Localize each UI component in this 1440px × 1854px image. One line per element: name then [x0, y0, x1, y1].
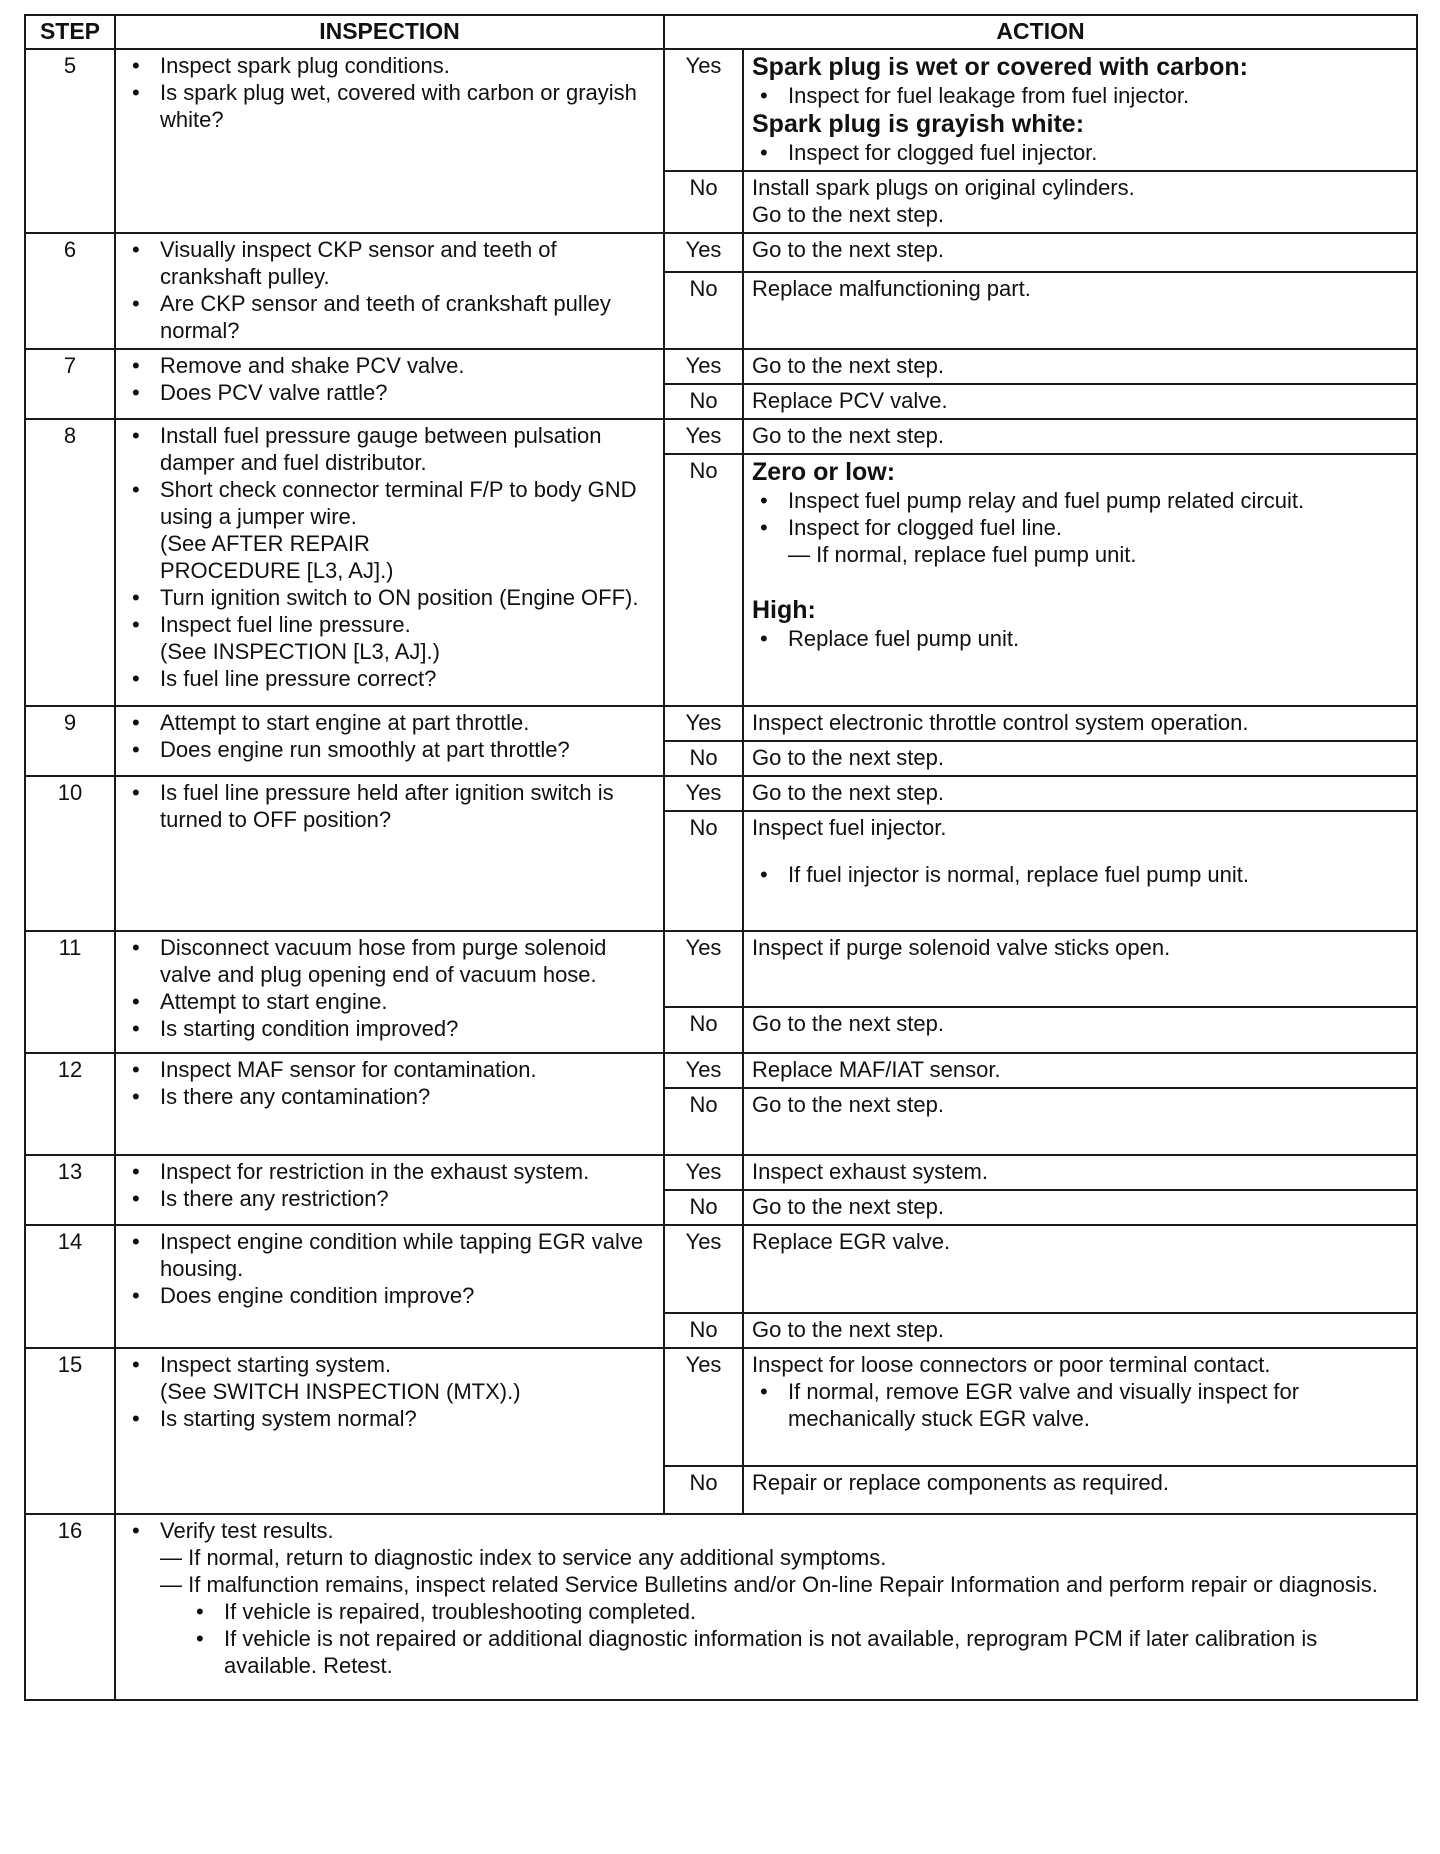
- inspection-item: • Is starting system normal?: [160, 1405, 655, 1432]
- reference-link: PROCEDURE [L3, AJ].): [160, 558, 394, 583]
- inspection-subitem: — If normal, return to diagnostic index to service any additional symptoms.: [160, 1545, 887, 1570]
- inspection-item: [160, 1351, 655, 1405]
- inspection-item: • Disconnect vacuum hose from purge solenoid valve and plug opening end of vacuum hose.: [160, 934, 655, 988]
- action-text: Go to the next step.: [743, 1313, 1417, 1348]
- action-cell: [743, 171, 1417, 233]
- header-row: [25, 15, 1417, 49]
- action-heading: Spark plug is grayish white:: [752, 110, 1085, 138]
- table-row: [25, 776, 1417, 811]
- diagnostic-table: [24, 14, 1418, 1701]
- action-text: Inspect for loose connectors or poor terminal contact.: [752, 1352, 1271, 1377]
- inspection-cell: [115, 1053, 664, 1155]
- yes-label: Yes: [664, 931, 743, 1007]
- inspection-item: • Remove and shake PCV valve.: [160, 352, 655, 379]
- yes-label: Yes: [664, 349, 743, 384]
- no-label: No: [664, 811, 743, 931]
- action-text: Inspect exhaust system.: [743, 1155, 1417, 1190]
- yes-label: Yes: [664, 233, 743, 272]
- step-number: 7: [25, 349, 115, 419]
- inspection-cell: [115, 1514, 1417, 1700]
- action-text: Inspect fuel injector.: [752, 815, 947, 840]
- table-row: [25, 931, 1417, 1007]
- inspection-subitem: • If vehicle is repaired, troubleshooting completed.: [224, 1598, 1408, 1625]
- action-text: Replace PCV valve.: [743, 384, 1417, 419]
- step-number: 13: [25, 1155, 115, 1225]
- inspection-item: • Inspect for restriction in the exhaust system.: [160, 1158, 655, 1185]
- inspection-item: • Is there any contamination?: [160, 1083, 655, 1110]
- action-text: Replace EGR valve.: [743, 1225, 1417, 1313]
- table-row: [25, 349, 1417, 384]
- inspection-item: • Inspect MAF sensor for contamination.: [160, 1056, 655, 1083]
- no-label: No: [664, 1313, 743, 1348]
- inspection-text: • Inspect fuel line pressure.: [160, 612, 411, 637]
- reference-link: (See AFTER REPAIR: [160, 531, 370, 556]
- inspection-text: • Verify test results.: [160, 1518, 334, 1543]
- action-cell: [743, 811, 1417, 931]
- inspection-item: • Is starting condition improved?: [160, 1015, 655, 1042]
- inspection-cell: [115, 1225, 664, 1348]
- inspection-cell: [115, 419, 664, 706]
- action-text: Go to the next step.: [743, 776, 1417, 811]
- inspection-subitem: — If malfunction remains, inspect related Service Bulletins and/or On-line Repair Information and perform repair or diagnosis.: [160, 1572, 1378, 1597]
- no-label: No: [664, 272, 743, 349]
- action-text: Go to the next step.: [752, 202, 945, 227]
- action-text: Repair or replace components as required.: [743, 1466, 1417, 1514]
- header-action: ACTION: [664, 15, 1417, 49]
- inspection-cell: [115, 776, 664, 931]
- no-label: No: [664, 1007, 743, 1053]
- no-label: No: [664, 454, 743, 706]
- step-number: 12: [25, 1053, 115, 1155]
- header-step: STEP: [25, 15, 115, 49]
- action-heading: High:: [752, 596, 816, 624]
- inspection-item: [160, 611, 655, 665]
- action-item: [788, 514, 1408, 568]
- yes-label: Yes: [664, 706, 743, 741]
- action-text: Go to the next step.: [743, 419, 1417, 454]
- no-label: No: [664, 1088, 743, 1155]
- table-row: [25, 419, 1417, 454]
- inspection-item: • Does engine run smoothly at part throttle?: [160, 736, 655, 763]
- table-row: [25, 706, 1417, 741]
- action-text: Go to the next step.: [743, 741, 1417, 776]
- no-label: No: [664, 1190, 743, 1225]
- inspection-item: • Is fuel line pressure held after ignition switch is turned to OFF position?: [160, 779, 655, 833]
- inspection-item: [160, 476, 655, 584]
- reference-link: (See SWITCH INSPECTION (MTX).): [160, 1379, 521, 1404]
- step-number: 14: [25, 1225, 115, 1348]
- action-text: Install spark plugs on original cylinders.: [752, 175, 1135, 200]
- inspection-text: • Inspect starting system.: [160, 1352, 392, 1377]
- inspection-item: • Visually inspect CKP sensor and teeth of crankshaft pulley.: [160, 236, 655, 290]
- yes-label: Yes: [664, 49, 743, 171]
- inspection-item: • Is spark plug wet, covered with carbon or grayish white?: [160, 79, 655, 133]
- table-row: [25, 1225, 1417, 1313]
- action-heading: Spark plug is wet or covered with carbon:: [752, 53, 1248, 81]
- action-text: Replace malfunctioning part.: [743, 272, 1417, 349]
- inspection-cell: [115, 1348, 664, 1514]
- step-number: 10: [25, 776, 115, 931]
- action-text: • Inspect for clogged fuel line.: [788, 515, 1062, 540]
- no-label: No: [664, 171, 743, 233]
- action-heading: Zero or low:: [752, 458, 896, 486]
- inspection-item: • Attempt to start engine at part throttle.: [160, 709, 655, 736]
- no-label: No: [664, 384, 743, 419]
- action-item: • Replace fuel pump unit.: [788, 625, 1408, 652]
- action-item: • If fuel injector is normal, replace fuel pump unit.: [788, 861, 1408, 888]
- inspection-item: • Is fuel line pressure correct?: [160, 665, 655, 692]
- step-number: 11: [25, 931, 115, 1053]
- table-row: [25, 49, 1417, 171]
- reference-link: (See INSPECTION [L3, AJ].): [160, 639, 440, 664]
- action-cell: [743, 454, 1417, 706]
- inspection-cell: [115, 233, 664, 349]
- table-row: [25, 233, 1417, 272]
- inspection-subitem: • If vehicle is not repaired or additional diagnostic information is not available, reprogram PCM if later calibration is available. Retest.: [224, 1625, 1408, 1679]
- yes-label: Yes: [664, 1053, 743, 1088]
- inspection-cell: [115, 49, 664, 233]
- yes-label: Yes: [664, 1155, 743, 1190]
- inspection-cell: [115, 349, 664, 419]
- inspection-item: • Is there any restriction?: [160, 1185, 655, 1212]
- table-row: [25, 1514, 1417, 1700]
- action-item: • If normal, remove EGR valve and visually inspect for mechanically stuck EGR valve.: [788, 1378, 1408, 1432]
- action-text: Inspect if purge solenoid valve sticks open.: [743, 931, 1417, 1007]
- action-text: Go to the next step.: [743, 1007, 1417, 1053]
- inspection-cell: [115, 931, 664, 1053]
- action-text: Replace MAF/IAT sensor.: [743, 1053, 1417, 1088]
- header-inspection: INSPECTION: [115, 15, 664, 49]
- table-row: [25, 1053, 1417, 1088]
- inspection-item: • Attempt to start engine.: [160, 988, 655, 1015]
- yes-label: Yes: [664, 776, 743, 811]
- inspection-item: • Does PCV valve rattle?: [160, 379, 655, 406]
- no-label: No: [664, 741, 743, 776]
- action-text: Go to the next step.: [743, 349, 1417, 384]
- action-text: Go to the next step.: [743, 233, 1417, 272]
- inspection-cell: [115, 1155, 664, 1225]
- inspection-text: • Short check connector terminal F/P to body GND using a jumper wire.: [160, 477, 637, 529]
- action-cell: [743, 1348, 1417, 1466]
- inspection-item: • Turn ignition switch to ON position (Engine OFF).: [160, 584, 655, 611]
- action-text: — If normal, replace fuel pump unit.: [788, 542, 1137, 567]
- inspection-item: • Inspect engine condition while tapping EGR valve housing.: [160, 1228, 655, 1282]
- action-item: • Inspect for clogged fuel injector.: [788, 139, 1408, 166]
- action-text: Go to the next step.: [743, 1190, 1417, 1225]
- inspection-item: • Inspect spark plug conditions.: [160, 52, 655, 79]
- step-number: 6: [25, 233, 115, 349]
- step-number: 8: [25, 419, 115, 706]
- inspection-item: • Does engine condition improve?: [160, 1282, 655, 1309]
- step-number: 5: [25, 49, 115, 233]
- step-number: 9: [25, 706, 115, 776]
- step-number: 16: [25, 1514, 115, 1700]
- yes-label: Yes: [664, 1348, 743, 1466]
- action-item: • Inspect fuel pump relay and fuel pump related circuit.: [788, 487, 1408, 514]
- action-cell: [743, 49, 1417, 171]
- inspection-item: [160, 1517, 1408, 1679]
- inspection-item: • Install fuel pressure gauge between pulsation damper and fuel distributor.: [160, 422, 655, 476]
- yes-label: Yes: [664, 1225, 743, 1313]
- inspection-cell: [115, 706, 664, 776]
- step-number: 15: [25, 1348, 115, 1514]
- yes-label: Yes: [664, 419, 743, 454]
- inspection-item: • Are CKP sensor and teeth of crankshaft pulley normal?: [160, 290, 655, 344]
- table-row: [25, 1155, 1417, 1190]
- action-item: • Inspect for fuel leakage from fuel injector.: [788, 82, 1408, 109]
- no-label: No: [664, 1466, 743, 1514]
- table-row: [25, 1348, 1417, 1466]
- action-text: Go to the next step.: [743, 1088, 1417, 1155]
- action-text: Inspect electronic throttle control system operation.: [743, 706, 1417, 741]
